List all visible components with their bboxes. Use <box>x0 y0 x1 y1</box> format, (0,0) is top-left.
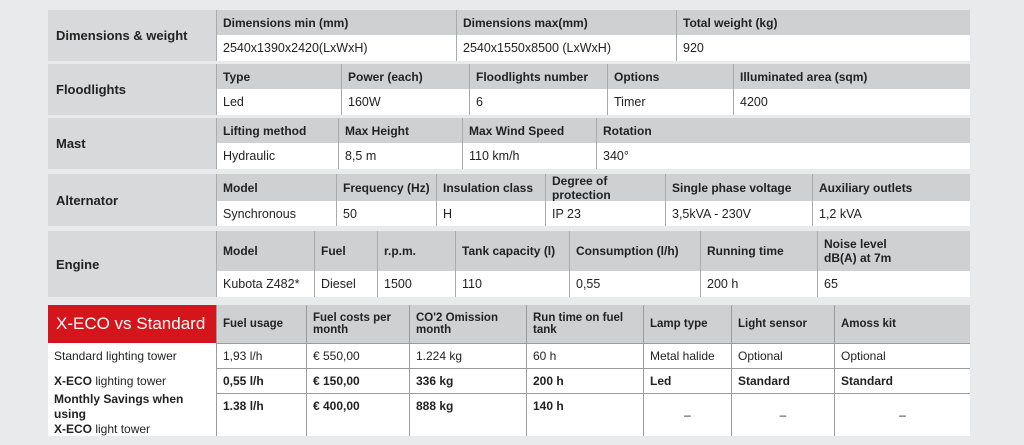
cmp-row-savings-label <box>48 393 216 436</box>
section-label-floodlights: Floodlights <box>48 64 216 115</box>
header-insulation-class: Insulation class <box>436 174 545 201</box>
header-running-time: Running time <box>700 231 817 271</box>
header-max-height: Max Height <box>338 118 462 143</box>
cmp-row-xeco-label <box>48 368 216 393</box>
cmp-savings-co2: 888 kg <box>409 393 526 436</box>
header-single-phase-voltage: Single phase voltage <box>665 174 812 201</box>
value-engine-model: Kubota Z482* <box>216 271 314 297</box>
header-dimensions-max: Dimensions max(mm) <box>456 10 676 35</box>
section-floodlights <box>48 64 970 115</box>
value-power: 160W <box>341 89 469 115</box>
cmp-row-xeco-label-bold: X-ECO <box>54 373 93 388</box>
header-dimensions-min: Dimensions min (mm) <box>216 10 456 35</box>
cmp-savings-light-sensor: – <box>731 393 834 436</box>
cmp-xeco-co2: 336 kg <box>409 368 526 393</box>
section-label-alternator: Alternator <box>48 174 216 226</box>
section-mast <box>48 118 970 169</box>
cmp-savings-amoss-kit: – <box>834 393 970 436</box>
engine-value-row <box>216 271 970 297</box>
cmp-header-run-time: Run time on fuel tank <box>526 305 643 343</box>
cmp-header-fuel-usage: Fuel usage <box>216 305 306 343</box>
cmp-xeco-fuel-costs: € 150,00 <box>306 368 409 393</box>
dimensions-value-row <box>216 35 970 61</box>
cmp-standard-run-time: 60 h <box>526 343 643 368</box>
floodlights-header-row <box>216 64 970 89</box>
cmp-row-savings-label-line2-bold: X-ECO <box>54 422 93 436</box>
header-illuminated-area: Illuminated area (sqm) <box>733 64 970 89</box>
value-rpm: 1500 <box>377 271 455 297</box>
cmp-savings-run-time: 140 h <box>526 393 643 436</box>
value-frequency: 50 <box>336 201 436 226</box>
cmp-savings-lamp-type: – <box>643 393 731 436</box>
cmp-header-fuel-costs: Fuel costs per month <box>306 305 409 343</box>
alternator-value-row <box>216 201 970 226</box>
cmp-standard-co2: 1.224 kg <box>409 343 526 368</box>
header-fuel: Fuel <box>314 231 377 271</box>
value-single-phase-voltage: 3,5kVA - 230V <box>665 201 812 226</box>
cmp-divider-1 <box>216 343 970 344</box>
section-engine <box>48 231 970 297</box>
section-label-mast: Mast <box>48 118 216 169</box>
header-model: Model <box>216 174 336 201</box>
value-fuel: Diesel <box>314 271 377 297</box>
cmp-divider-2 <box>216 368 970 369</box>
header-power: Power (each) <box>341 64 469 89</box>
header-engine-model: Model <box>216 231 314 271</box>
section-label-engine: Engine <box>48 231 216 297</box>
mast-header-row <box>216 118 970 143</box>
dimensions-header-row <box>216 10 970 35</box>
value-max-wind-speed: 110 km/h <box>462 143 596 169</box>
cmp-standard-fuel-usage: 1,93 l/h <box>216 343 306 368</box>
cmp-divider-3 <box>216 393 970 394</box>
cmp-row-standard-label: Standard lighting tower <box>48 343 216 368</box>
cmp-savings-fuel-usage: 1.38 l/h <box>216 393 306 436</box>
engine-header-row <box>216 231 970 271</box>
cmp-xeco-amoss-kit: Standard <box>834 368 970 393</box>
value-total-weight: 920 <box>676 35 970 61</box>
alternator-header-row <box>216 174 970 201</box>
cmp-row-savings-label-line2-rest: light tower <box>92 422 151 436</box>
header-noise-level-line2: dB(A) at 7m <box>824 251 892 265</box>
cmp-row-savings-label-line2 <box>54 422 150 437</box>
value-auxiliary-outlets: 1,2 kVA <box>812 201 970 226</box>
value-running-time: 200 h <box>700 271 817 297</box>
header-lifting-method: Lifting method <box>216 118 338 143</box>
header-type: Type <box>216 64 341 89</box>
header-max-wind-speed: Max Wind Speed <box>462 118 596 143</box>
value-illuminated-area: 4200 <box>733 89 970 115</box>
value-rotation: 340° <box>596 143 746 169</box>
header-rpm: r.p.m. <box>377 231 455 271</box>
value-floodlights-number: 6 <box>469 89 607 115</box>
cmp-xeco-light-sensor: Standard <box>731 368 834 393</box>
header-degree-of-protection: Degree of protection <box>545 174 665 201</box>
value-options: Timer <box>607 89 733 115</box>
header-consumption: Consumption (l/h) <box>569 231 700 271</box>
floodlights-value-row <box>216 89 970 115</box>
cmp-row-savings-label-line1: Monthly Savings when using <box>54 392 184 421</box>
header-options: Options <box>607 64 733 89</box>
cmp-standard-fuel-costs: € 550,00 <box>306 343 409 368</box>
value-model: Synchronous <box>216 201 336 226</box>
section-dimensions <box>48 10 970 61</box>
comparison-title: X-ECO vs Standard <box>48 305 216 343</box>
cmp-xeco-run-time: 200 h <box>526 368 643 393</box>
value-dimensions-max: 2540x1550x8500 (LxWxH) <box>456 35 676 61</box>
section-label-dimensions: Dimensions & weight <box>48 10 216 61</box>
cmp-xeco-lamp-type: Led <box>643 368 731 393</box>
header-rotation: Rotation <box>596 118 746 143</box>
value-noise-level: 65 <box>817 271 970 297</box>
value-type: Led <box>216 89 341 115</box>
section-alternator <box>48 174 970 226</box>
value-dimensions-min: 2540x1390x2420(LxWxH) <box>216 35 456 61</box>
header-frequency: Frequency (Hz) <box>336 174 436 201</box>
cmp-header-lamp-type: Lamp type <box>643 305 731 343</box>
cmp-standard-amoss-kit: Optional <box>834 343 970 368</box>
cmp-standard-light-sensor: Optional <box>731 343 834 368</box>
header-floodlights-number: Floodlights number <box>469 64 607 89</box>
header-noise-level-line1: Noise level <box>824 237 887 251</box>
cmp-header-light-sensor: Light sensor <box>731 305 834 343</box>
header-total-weight: Total weight (kg) <box>676 10 970 35</box>
cmp-savings-fuel-costs: € 400,00 <box>306 393 409 436</box>
comparison-table <box>48 305 970 436</box>
value-tank-capacity: 110 <box>455 271 569 297</box>
header-noise-level <box>817 231 970 271</box>
value-consumption: 0,55 <box>569 271 700 297</box>
cmp-row-xeco-label-rest: lighting tower <box>92 373 167 388</box>
cmp-header-co2: CO'2 Omission month <box>409 305 526 343</box>
value-max-height: 8,5 m <box>338 143 462 169</box>
value-insulation-class: H <box>436 201 545 226</box>
mast-value-row <box>216 143 970 169</box>
cmp-xeco-fuel-usage: 0,55 l/h <box>216 368 306 393</box>
cmp-standard-lamp-type: Metal halide <box>643 343 731 368</box>
cmp-header-amoss-kit: Amoss kit <box>834 305 970 343</box>
value-lifting-method: Hydraulic <box>216 143 338 169</box>
value-degree-of-protection: IP 23 <box>545 201 665 226</box>
header-tank-capacity: Tank capacity (l) <box>455 231 569 271</box>
header-auxiliary-outlets: Auxiliary outlets <box>812 174 970 201</box>
